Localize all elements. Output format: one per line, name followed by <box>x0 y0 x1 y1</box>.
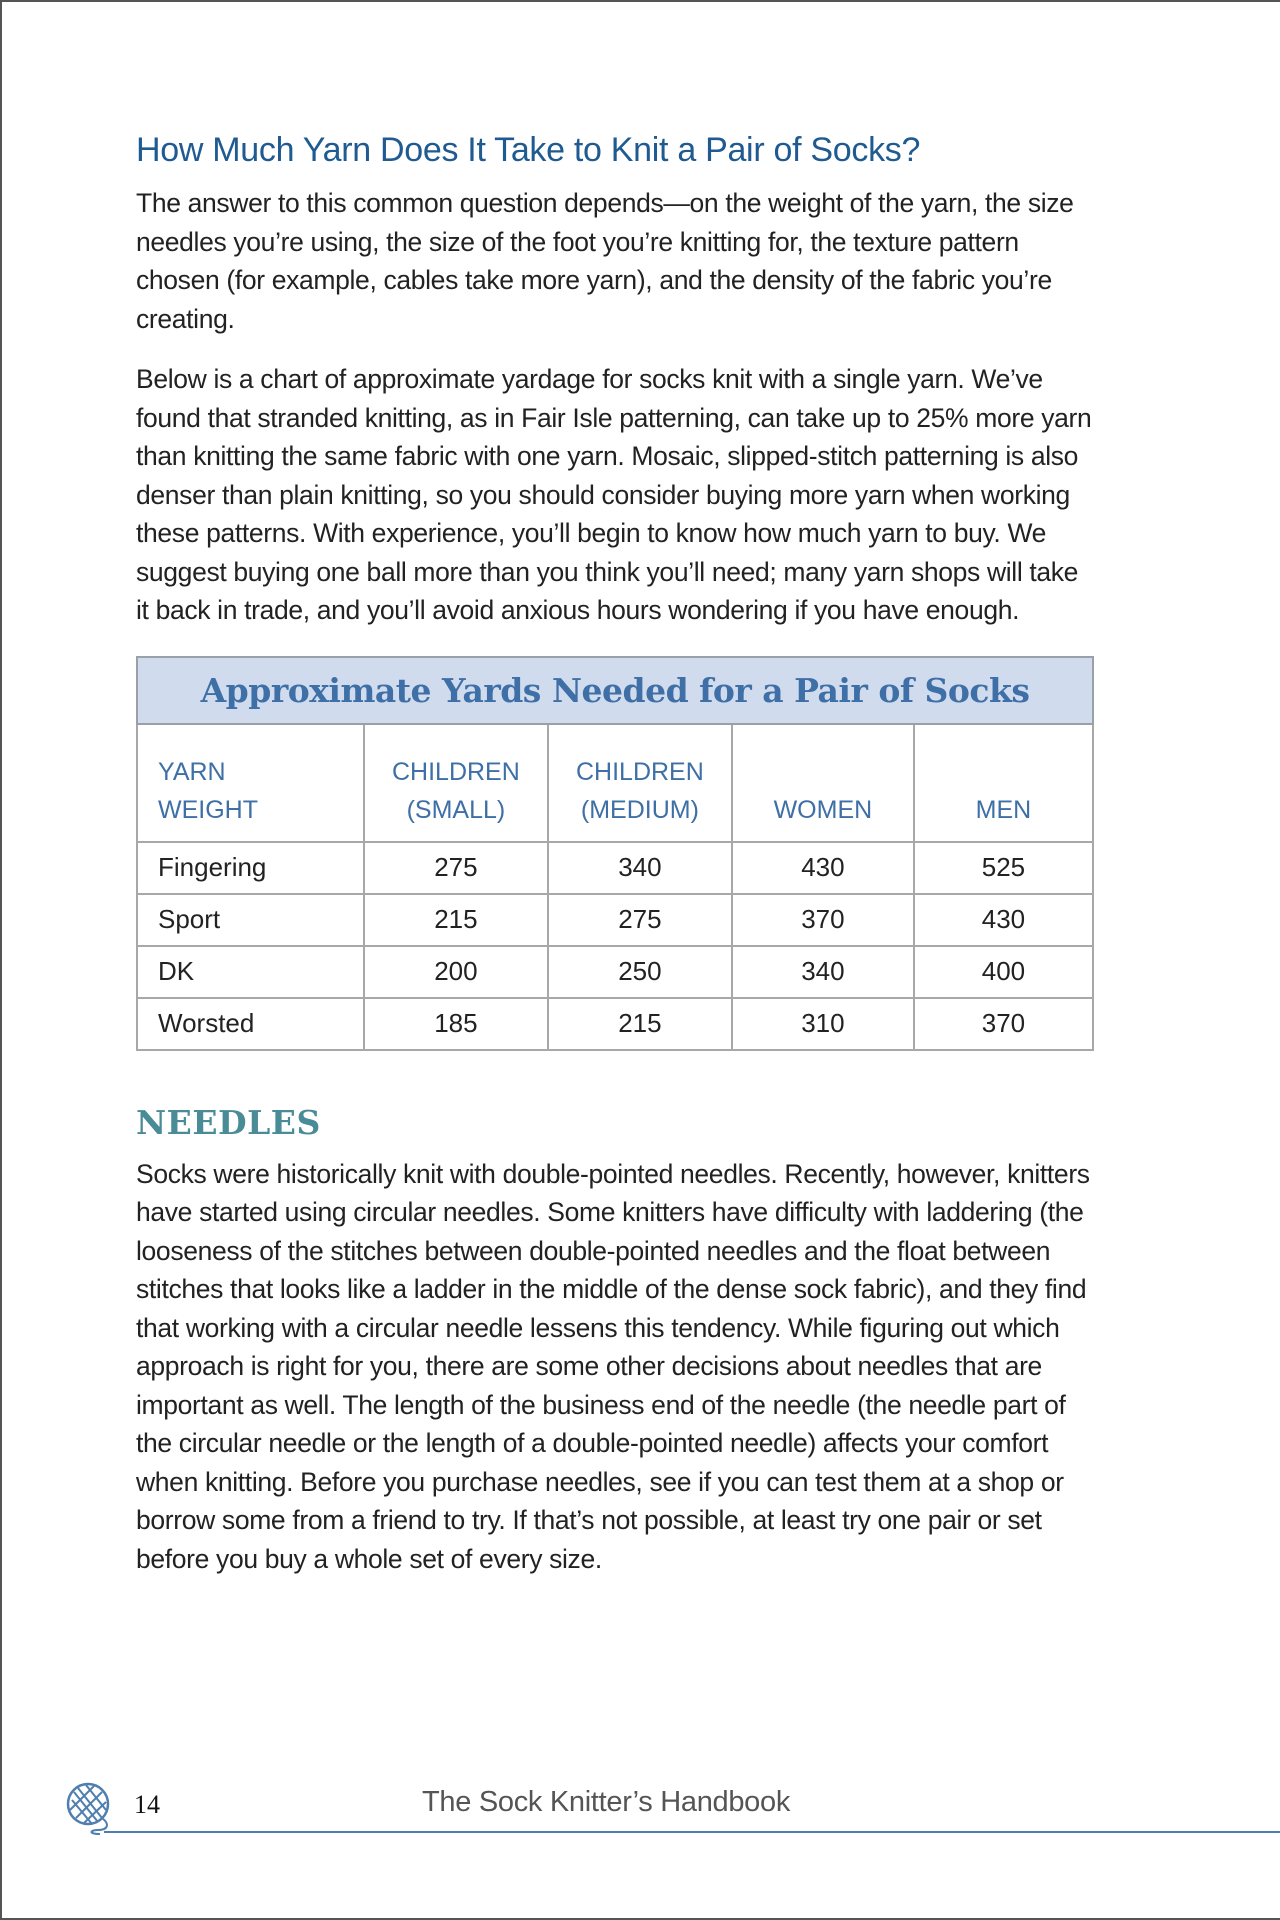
intro-paragraph: The answer to this common question depends—on the weight of the yarn, the size needles you’re using, the size of the foot you’re knitting for, the texture pattern chosen (for example, cables take more yarn), and the density of the fabric you’re creating. <box>136 188 1074 334</box>
table-cell: 200 <box>364 946 548 998</box>
table-cell: 525 <box>914 842 1093 894</box>
header-children-medium: CHILDREN (MEDIUM) <box>548 724 732 842</box>
table-cell: 430 <box>732 842 914 894</box>
yarn-ball-icon <box>64 1780 124 1840</box>
table-cell: 340 <box>548 842 732 894</box>
footer-rule <box>104 1831 1280 1833</box>
table-cell: 185 <box>364 998 548 1050</box>
book-title: The Sock Knitter’s Handbook <box>422 1786 791 1818</box>
table-cell: 215 <box>364 894 548 946</box>
page-content <box>136 126 1096 1600</box>
table-cell: 275 <box>548 894 732 946</box>
yardage-table <box>136 656 1094 1051</box>
table-cell: 275 <box>364 842 548 894</box>
yardage-paragraph: Below is a chart of approximate yardage for socks knit with a single yarn. We’ve found that stranded knitting, as in Fair Isle patterning, can take up to 25% more yarn than knitting the same fabric with one yarn. Mosaic, slipped-stitch patterning is also denser than plain knitting, so you should consider buying more yarn when working these patterns. With experience, you’ll begin to know how much yarn to buy. We suggest buying one ball more than you think you’ll need; many yarn shops will take it back in trade, and you’ll avoid anxious hours wondering if you have enough. <box>136 364 1092 625</box>
table-cell: 340 <box>732 946 914 998</box>
table-header-row <box>137 724 1093 842</box>
header-yarn-weight: YARN WEIGHT <box>137 724 364 842</box>
row-label: DK <box>137 946 364 998</box>
header-men: MEN <box>914 724 1093 842</box>
needles-paragraph: Socks were historically knit with double-pointed needles. Recently, however, knitters have started using circular needles. Some knitters have difficulty with laddering (the looseness of the stitches between double-pointed needles and the float between stitches that looks like a ladder in the middle of the dense sock fabric), and they find that working with a circular needle lessens this tendency. While figuring out which approach is right for you, there are some other decisions about needles that are important as well. The length of the business end of the needle (the needle part of the circular needle or the length of a double-pointed needle) affects your comfort when knitting. Before you purchase needles, see if you can test them at a shop or borrow some from a friend to try. If that’s not possible, at least try one pair or set before you buy a whole set of every size. <box>136 1158 1090 1574</box>
header-women: WOMEN <box>732 724 914 842</box>
table-cell: 430 <box>914 894 1093 946</box>
table-row <box>137 998 1093 1050</box>
table-cell: 370 <box>732 894 914 946</box>
page-heading: How Much Yarn Does It Take to Knit a Pair of Socks? <box>136 131 921 169</box>
needles-heading: NEEDLES <box>136 1102 321 1142</box>
table-cell: 310 <box>732 998 914 1050</box>
table-row <box>137 894 1093 946</box>
page-footer <box>64 1780 1280 1840</box>
table-cell: 370 <box>914 998 1093 1050</box>
table-cell: 215 <box>548 998 732 1050</box>
table-row <box>137 946 1093 998</box>
page-number: 14 <box>134 1790 160 1819</box>
table-cell: 250 <box>548 946 732 998</box>
header-children-small: CHILDREN (SMALL) <box>364 724 548 842</box>
row-label: Sport <box>137 894 364 946</box>
table-cell: 400 <box>914 946 1093 998</box>
table-row <box>137 842 1093 894</box>
table-caption: Approximate Yards Needed for a Pair of Socks <box>137 657 1093 724</box>
row-label: Fingering <box>137 842 364 894</box>
row-label: Worsted <box>137 998 364 1050</box>
